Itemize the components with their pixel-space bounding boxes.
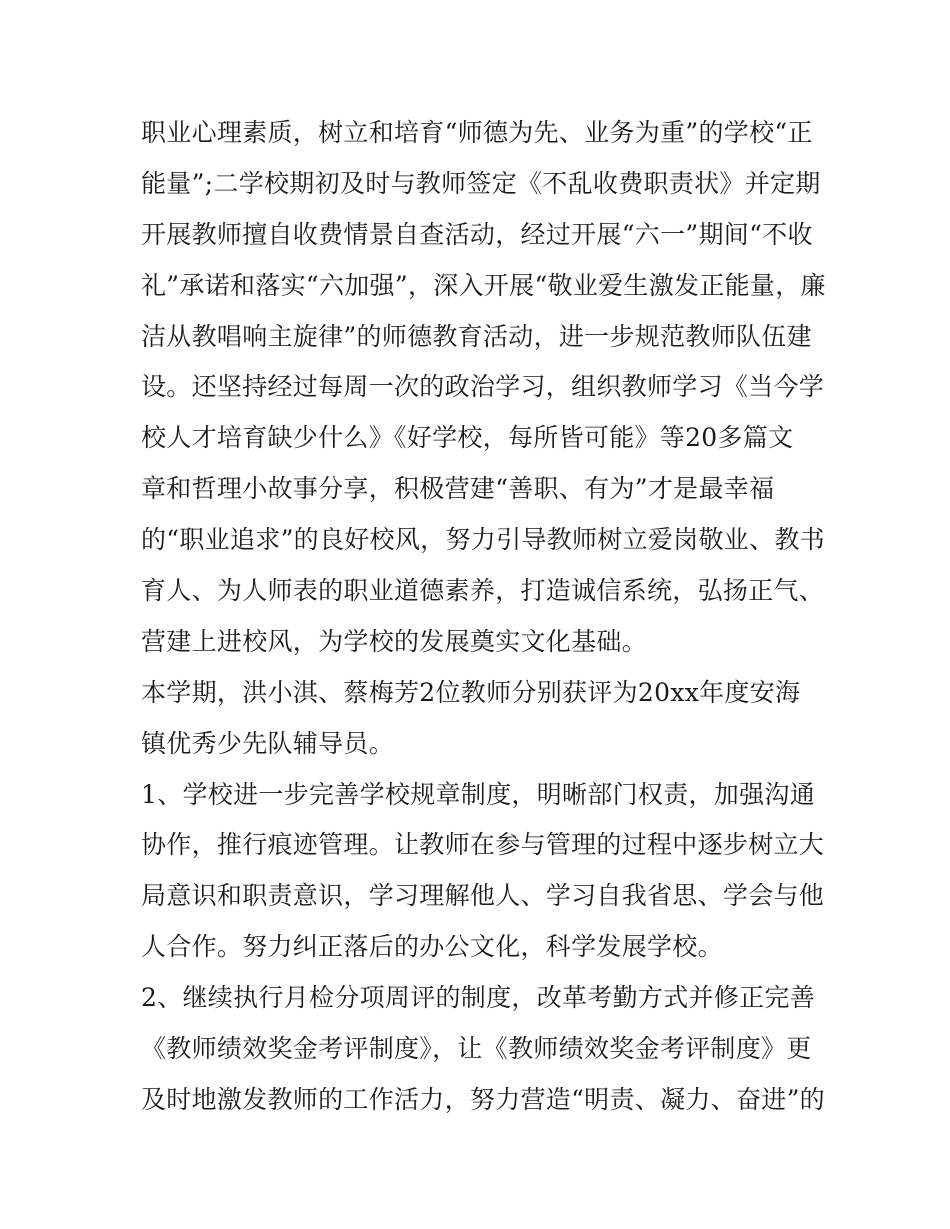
text-line: 人合作。努力纠正落后的办公文化，科学发展学校。	[141, 932, 723, 962]
text-line: 局意识和职责意识，学习理解他人、学习自我省思、学会与他	[141, 881, 825, 911]
text-line: 镇优秀少先队辅导员。	[141, 728, 395, 758]
text-line: 礼”承诺和落实“六加强”，深入开展“敬业爱生激发正能量，廉	[141, 270, 826, 300]
text-line: 2、继续执行月检分项周评的制度，改革考勤方式并修正完善	[141, 983, 816, 1013]
text-line: 章和哲理小故事分享，积极营建“善职、有为”才是最幸福	[141, 474, 775, 504]
document-body	[141, 108, 826, 1126]
text-line: 1、学校进一步完善学校规章制度，明晰部门权责，加强沟通	[141, 779, 816, 809]
text-line: 育人、为人师表的职业道德素养，打造诚信系统，弘扬正气、	[141, 576, 825, 606]
text-line: 的“职业追求”的良好校风，努力引导教师树立爱岗敬业、教书	[141, 525, 825, 555]
text-line: 开展教师擅自收费情景自查活动，经过开展“六一”期间“不收	[141, 219, 813, 249]
text-line: 本学期，洪小淇、蔡梅芳2位教师分别获评为20xx年度安海	[141, 677, 801, 707]
text-line: 能量”;二学校期初及时与教师签定《不乱收费职责状》并定期	[141, 168, 821, 198]
text-line: 营建上进校风，为学校的发展奠实文化基础。	[141, 626, 648, 656]
text-line: 校人才培育缺少什么》《好学校，每所皆可能》等20多篇文	[141, 423, 794, 453]
text-line: 及时地激发教师的工作活力，努力营造“明责、凝力、奋进”的	[141, 1084, 825, 1114]
text-line: 《教师绩效奖金考评制度》，让《教师绩效奖金考评制度》更	[141, 1034, 812, 1064]
text-line: 洁从教唱响主旋律”的师德教育活动，进一步规范教师队伍建	[141, 321, 812, 351]
text-line: 协作，推行痕迹管理。让教师在参与管理的过程中逐步树立大	[141, 830, 825, 860]
text-line: 设。还坚持经过每周一次的政治学习，组织教师学习《当今学	[141, 372, 825, 402]
text-line: 职业心理素质，树立和培育“师德为先、业务为重”的学校“正	[141, 118, 813, 147]
